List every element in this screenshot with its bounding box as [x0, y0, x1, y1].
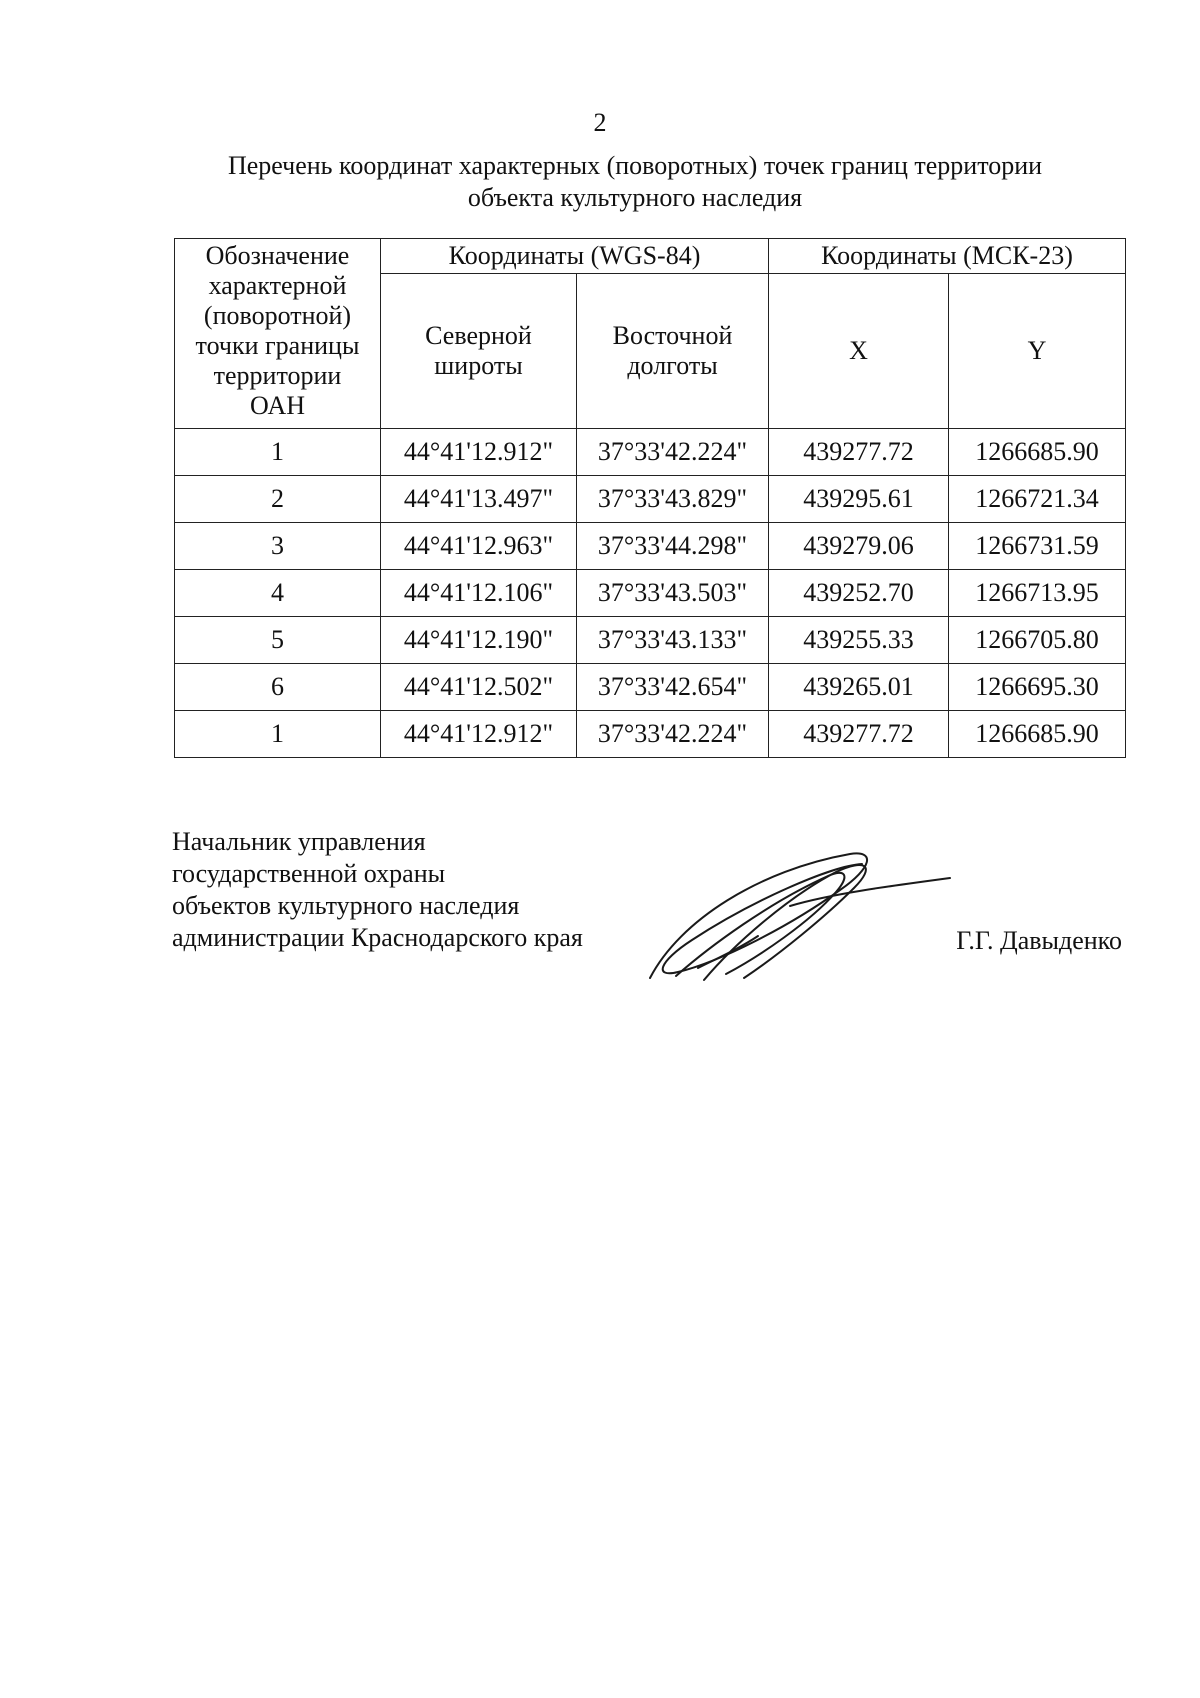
x-cell: 439279.06 — [769, 523, 949, 570]
header-line: точки границы — [195, 331, 360, 360]
table-row — [175, 617, 1126, 664]
header-line: (поворотной) — [203, 301, 352, 330]
latitude-cell: 44°41'12.190" — [381, 617, 577, 664]
y-cell: 1266705.80 — [949, 617, 1126, 664]
longitude-cell: 37°33'43.503" — [577, 570, 769, 617]
point-cell: 2 — [175, 476, 381, 523]
signatory-name: Г.Г. Давыденко — [956, 926, 1122, 955]
header-line: ОАН — [249, 391, 306, 420]
position-line: объектов культурного наследия — [172, 891, 520, 920]
latitude-cell: 44°41'12.912" — [381, 711, 577, 758]
y-cell: 1266731.59 — [949, 523, 1126, 570]
longitude-cell: 37°33'42.654" — [577, 664, 769, 711]
x-header: X — [769, 274, 949, 429]
latitude-cell: 44°41'12.912" — [381, 429, 577, 476]
y-cell: 1266685.90 — [949, 429, 1126, 476]
wgs84-group-header: Координаты (WGS-84) — [381, 239, 769, 274]
table-row — [175, 523, 1126, 570]
position-line: государственной охраны — [172, 859, 446, 888]
table-row — [175, 570, 1126, 617]
msk23-group-header: Координаты (МСК-23) — [769, 239, 1126, 274]
header-line: широты — [434, 351, 523, 380]
x-cell: 439265.01 — [769, 664, 949, 711]
latitude-cell: 44°41'13.497" — [381, 476, 577, 523]
longitude-cell: 37°33'43.829" — [577, 476, 769, 523]
header-line: территории — [213, 361, 342, 390]
y-header: Y — [949, 274, 1126, 429]
header-line: характерной — [208, 271, 347, 300]
y-cell: 1266713.95 — [949, 570, 1126, 617]
point-designation-header — [175, 239, 381, 429]
east-longitude-header — [577, 274, 769, 429]
x-cell: 439255.33 — [769, 617, 949, 664]
position-line: Начальник управления — [172, 827, 426, 856]
point-cell: 6 — [175, 664, 381, 711]
handwritten-signature-icon — [640, 850, 960, 990]
table-row — [175, 476, 1126, 523]
signatory-position — [172, 826, 583, 954]
document-title — [150, 150, 1120, 214]
point-cell: 4 — [175, 570, 381, 617]
title-line-1: Перечень координат характерных (поворотных) точек границ территории — [227, 151, 1043, 180]
north-latitude-header — [381, 274, 577, 429]
x-cell: 439295.61 — [769, 476, 949, 523]
header-line: долготы — [627, 351, 718, 380]
latitude-cell: 44°41'12.502" — [381, 664, 577, 711]
point-cell: 1 — [175, 429, 381, 476]
x-cell: 439277.72 — [769, 429, 949, 476]
x-cell: 439277.72 — [769, 711, 949, 758]
header-line: Обозначение — [205, 241, 350, 270]
title-line-2: объекта культурного наследия — [467, 183, 803, 212]
longitude-cell: 37°33'43.133" — [577, 617, 769, 664]
longitude-cell: 37°33'42.224" — [577, 429, 769, 476]
latitude-cell: 44°41'12.106" — [381, 570, 577, 617]
table-row — [175, 429, 1126, 476]
longitude-cell: 37°33'44.298" — [577, 523, 769, 570]
longitude-cell: 37°33'42.224" — [577, 711, 769, 758]
point-cell: 1 — [175, 711, 381, 758]
y-cell: 1266685.90 — [949, 711, 1126, 758]
coordinates-table — [174, 238, 1126, 758]
latitude-cell: 44°41'12.963" — [381, 523, 577, 570]
table-row — [175, 664, 1126, 711]
header-line: Северной — [425, 321, 532, 350]
y-cell: 1266695.30 — [949, 664, 1126, 711]
y-cell: 1266721.34 — [949, 476, 1126, 523]
point-cell: 5 — [175, 617, 381, 664]
point-cell: 3 — [175, 523, 381, 570]
page-number: 2 — [593, 108, 607, 137]
header-line: Восточной — [612, 321, 733, 350]
table-row — [175, 711, 1126, 758]
position-line: администрации Краснодарского края — [172, 923, 583, 952]
x-cell: 439252.70 — [769, 570, 949, 617]
